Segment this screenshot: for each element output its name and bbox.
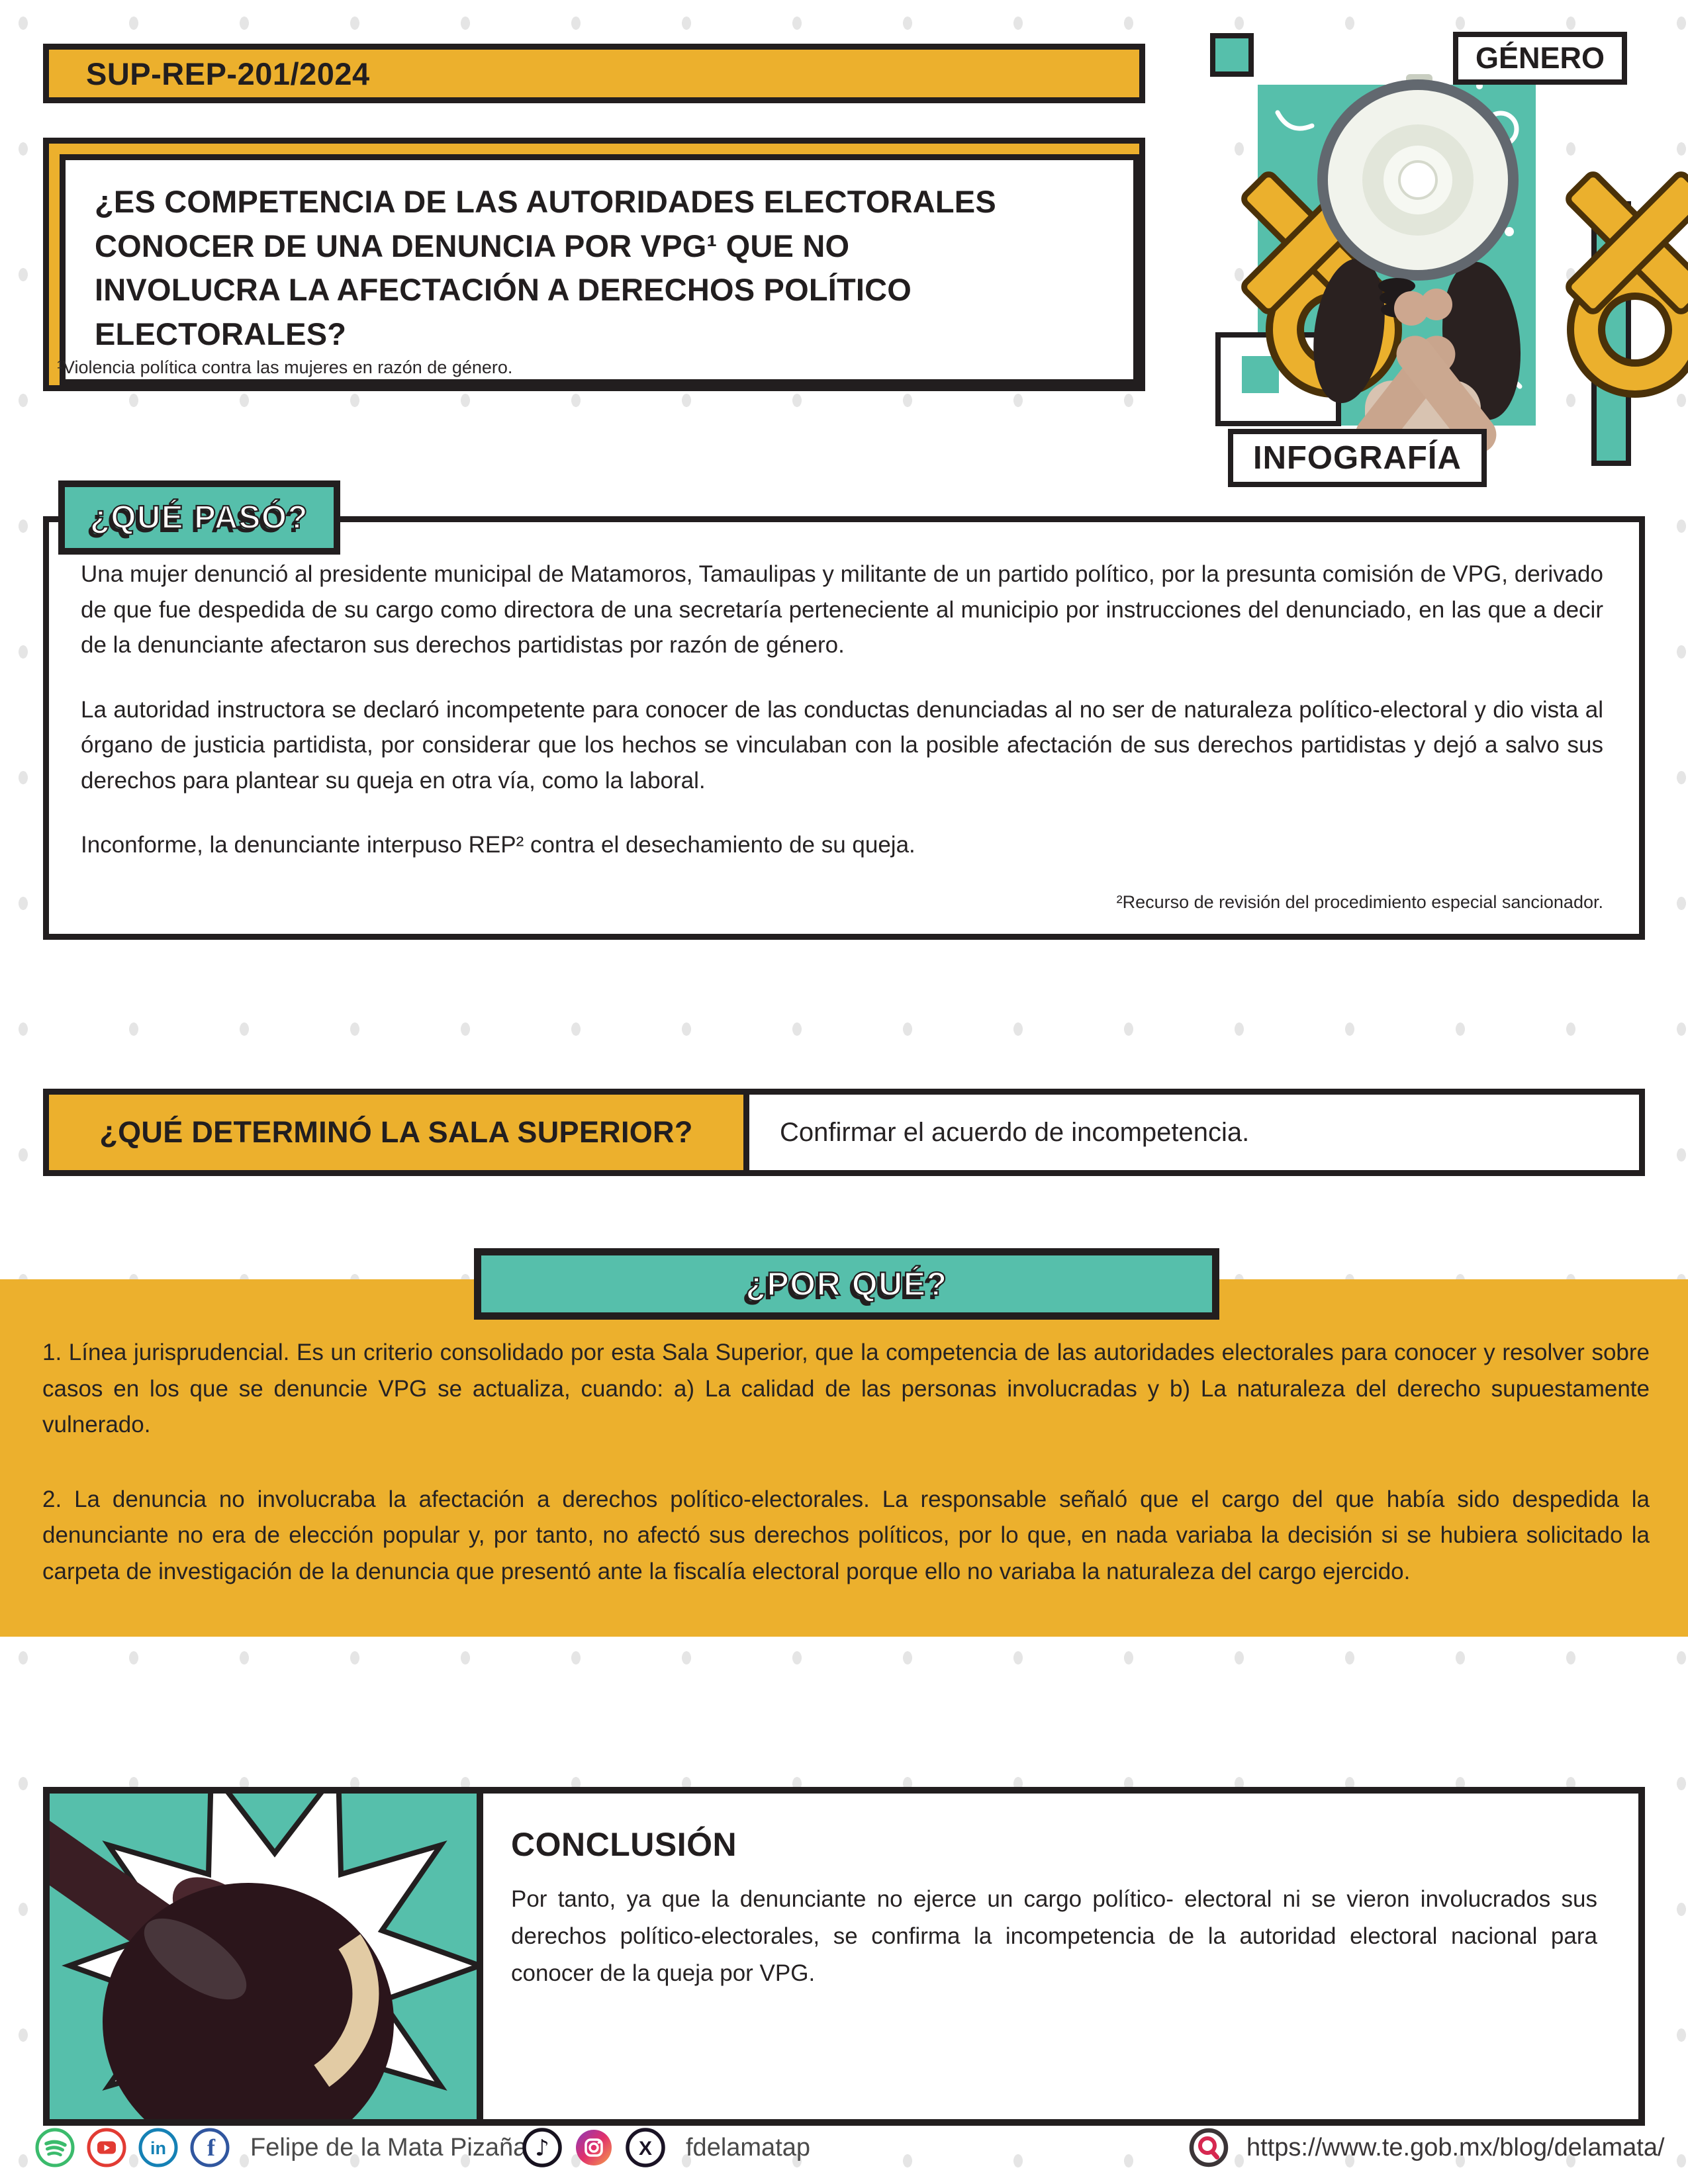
svg-text:♪: ♪ bbox=[535, 2135, 549, 2161]
x-twitter-icon[interactable] bbox=[625, 2127, 666, 2168]
que-paso-paragraph-3: Inconforme, la denunciante interpuso REP² contra el desechamiento de su queja. bbox=[81, 832, 915, 858]
facebook-icon[interactable] bbox=[189, 2127, 230, 2168]
hero-illustration bbox=[1178, 13, 1688, 477]
conclusion-box bbox=[43, 1787, 1645, 2126]
por-que-band bbox=[0, 1279, 1688, 1637]
footnote-rep: ²Recurso de revisión del procedimiento especial sancionador. bbox=[1116, 891, 1603, 912]
por-que-banner bbox=[474, 1248, 1219, 1320]
footer-url[interactable]: https://www.te.gob.mx/blog/delamata/ bbox=[1246, 2133, 1665, 2161]
footer-author-name: Felipe de la Mata Pizaña bbox=[250, 2133, 528, 2161]
youtube-icon[interactable] bbox=[86, 2127, 127, 2168]
por-que-paragraph-2: 2. La denuncia no involucraba la afectación a derechos político-electorales. La responsable señaló que el cargo del que había sido despedida la denunciante no era de elección popular y, por tanto, no afectó sus derechos políticos, por lo que, en nada variaba la decisión si se hubiera solicitado la carpeta de investigación de la denuncia que presentó ante la fiscalía electoral porque ello no variaba la naturaleza del cargo ejercido. bbox=[42, 1486, 1650, 1584]
que-paso-heading: ¿QUÉ PASÓ? bbox=[90, 500, 308, 535]
footer-author-group bbox=[34, 2121, 527, 2174]
title-line-3: INVOLUCRA LA AFECTACIÓN A DERECHOS POLÍTICO bbox=[95, 272, 912, 308]
footer-handle-group bbox=[522, 2121, 810, 2174]
footer-handle[interactable]: fdelamatap bbox=[686, 2133, 811, 2161]
svg-text:in: in bbox=[150, 2138, 166, 2158]
conclusion-text bbox=[483, 1794, 1638, 2119]
que-paso-paragraph-1: Una mujer denunció al presidente municipal de Matamoros, Tamaulipas y militante de un partido político, por la presunta comisión de VPG, derivado de que fue despedida de su cargo como directora de una secretaría perteneciente al municipio por instrucciones del denunciado, en las que a decir de la denunciante afectaron sus derechos partidistas por razón de género. bbox=[81, 561, 1603, 659]
sala-superior-question: ¿QUÉ DETERMINÓ LA SALA SUPERIOR? bbox=[49, 1095, 749, 1170]
que-paso-paragraph-2: La autoridad instructora se declaró incompetente para conocer de las conductas denunciadas al no ser de naturaleza político-electoral y dio vista al órgano de justicia partidista, por considerar que los hechos se vinculaban con la posible afectación de sus derechos partidistas y dejó a salvo sus derechos para plantear su queja en otra vía, como la laboral. bbox=[81, 696, 1603, 794]
sala-superior-row bbox=[43, 1089, 1645, 1176]
search-icon[interactable] bbox=[1188, 2127, 1229, 2168]
title-line-4: ELECTORALES? bbox=[95, 316, 347, 352]
gavel-image bbox=[50, 1794, 483, 2119]
title-line-2: CONOCER DE UNA DENUNCIA POR VPG¹ QUE NO bbox=[95, 228, 850, 263]
title-line-1: ¿ES COMPETENCIA DE LAS AUTORIDADES ELECTORALES bbox=[95, 184, 996, 219]
spotify-icon[interactable] bbox=[34, 2127, 75, 2168]
conclusion-heading: CONCLUSIÓN bbox=[511, 1826, 737, 1863]
page-title bbox=[95, 180, 1107, 357]
sala-superior-answer: Confirmar el acuerdo de incompetencia. bbox=[780, 1117, 1250, 1147]
title-inner bbox=[60, 154, 1139, 385]
por-que-paragraph-1: 1. Línea jurisprudencial. Es un criterio consolidado por esta Sala Superior, que la competencia de las autoridades electorales para conocer y resolver sobre casos en los que se denuncie VPG se actualiza, cuando: a) La calidad de las personas involucradas y b) La naturaleza del derecho supuestamente vulnerado. bbox=[42, 1340, 1650, 1438]
instagram-icon[interactable] bbox=[573, 2127, 614, 2168]
case-number: SUP-REP-201/2024 bbox=[86, 56, 370, 91]
svg-text:f: f bbox=[207, 2134, 215, 2161]
linkedin-icon[interactable] bbox=[138, 2127, 179, 2168]
footnote-vpg: ¹Violencia política contra las mujeres en razón de género. bbox=[57, 357, 513, 377]
conclusion-body: Por tanto, ya que la denunciante no ejerce un cargo político- electoral ni se vieron involucrados sus derechos político-electorales, se confirma la incompetencia de la autoridad electoral nacional para conocer de la queja por VPG. bbox=[511, 1886, 1597, 1986]
infografia-label: INFOGRAFÍA bbox=[1228, 429, 1487, 487]
case-number-banner bbox=[43, 44, 1145, 103]
footer-url-group bbox=[1188, 2121, 1665, 2174]
tiktok-icon[interactable] bbox=[522, 2127, 563, 2168]
que-paso-banner bbox=[58, 480, 340, 555]
svg-text:X: X bbox=[638, 2138, 653, 2160]
title-box bbox=[43, 138, 1145, 391]
genero-label: GÉNERO bbox=[1453, 32, 1627, 85]
footer bbox=[0, 2121, 1688, 2184]
que-paso-box bbox=[43, 516, 1645, 940]
por-que-heading: ¿POR QUÉ? bbox=[745, 1265, 948, 1302]
